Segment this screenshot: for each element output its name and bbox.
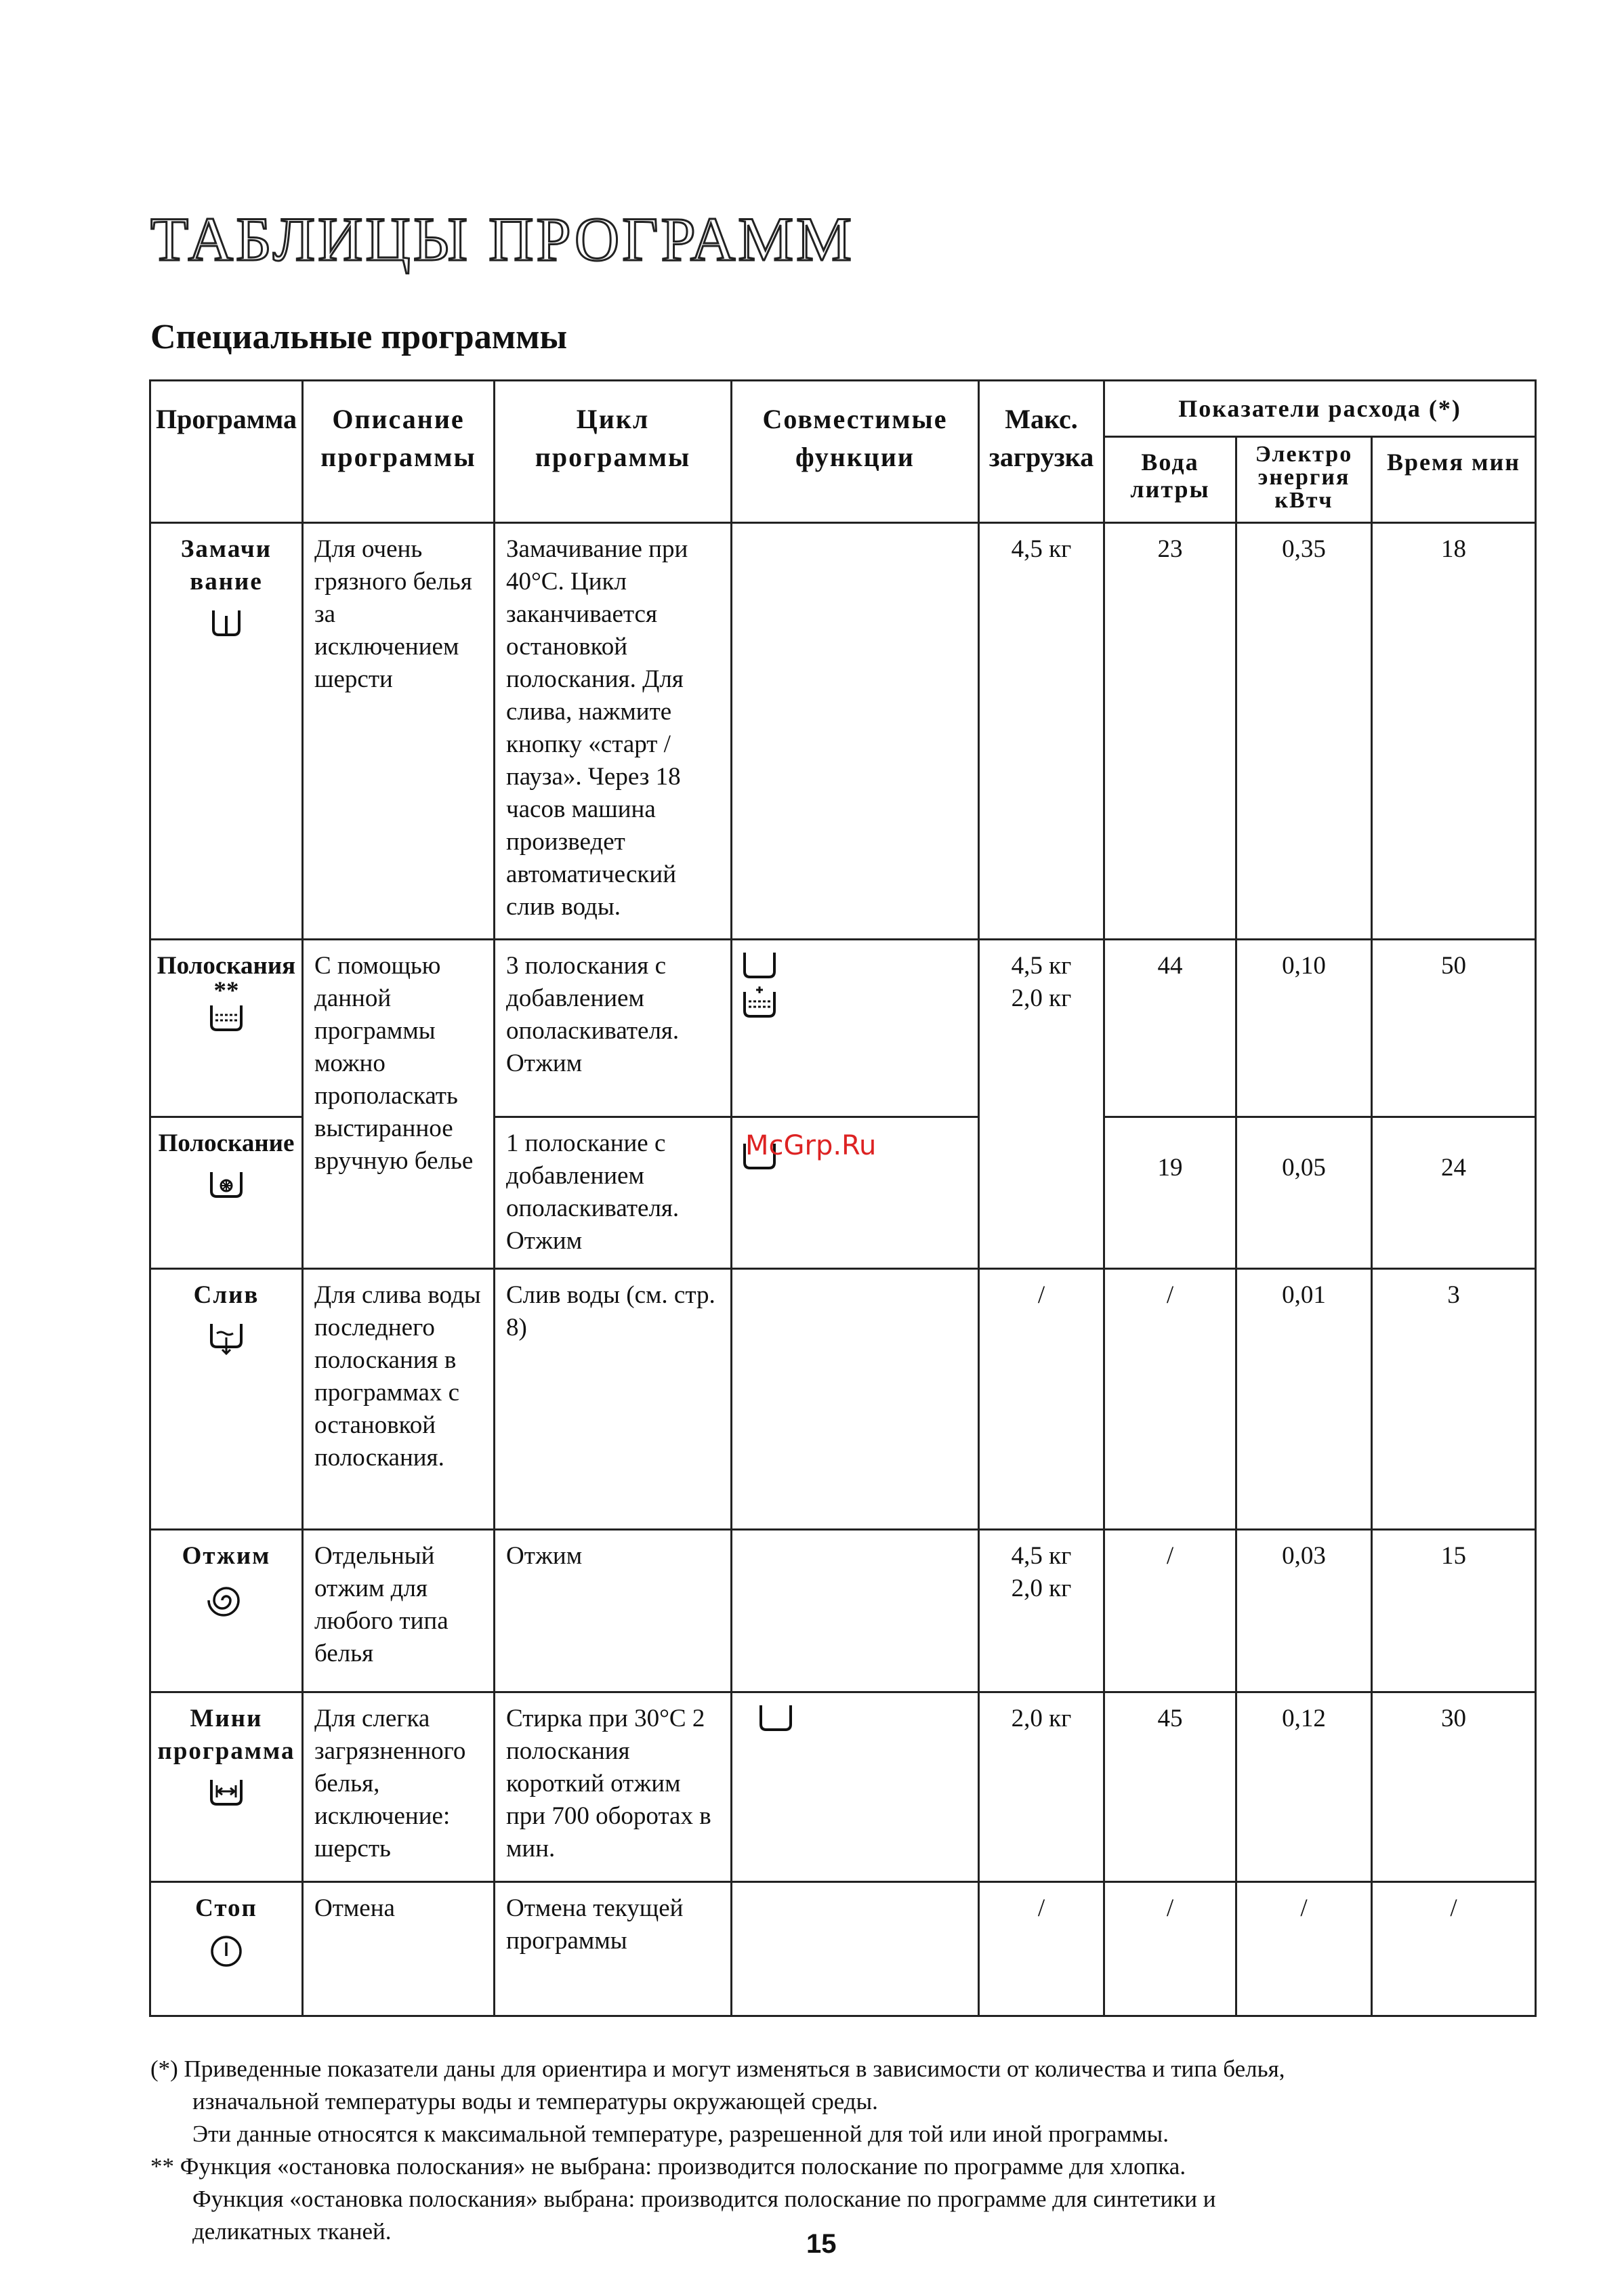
- footnote-line: (*) Приведенные показатели даны для ориентира и могут изменяться в зависимости от количества и типа белья,: [150, 2056, 1285, 2082]
- max-load-value-2: 2,0 кг: [1011, 1575, 1072, 1602]
- header-program: Программа: [150, 381, 303, 523]
- header-functions: Совместимые функции: [732, 381, 979, 523]
- table-row-stop: [150, 1882, 1536, 2016]
- time-value: 30: [1372, 1692, 1536, 1882]
- time-value: 15: [1372, 1530, 1536, 1692]
- max-load-value: 2,0 кг: [979, 1692, 1104, 1882]
- single-rinse-icon: [207, 1169, 245, 1199]
- page-title: ТАБЛИЦЫ ПРОГРАММ: [150, 205, 854, 274]
- energy-value: 0,10: [1236, 940, 1372, 1117]
- header-time: Время мин: [1372, 437, 1536, 523]
- header-energy: Электро энергия кВтч: [1236, 437, 1372, 523]
- footnote-line: ** Функция «остановка полоскания» не выбрана: производится полоскание по программе для хлопка.: [150, 2153, 1186, 2180]
- program-cycle: Замачивание при 40°C. Цикл заканчивается остановкой полоскания. Для слива, нажмите кнопку «старт / пауза». Через 18 часов машина произведет автоматический слив воды.: [495, 523, 732, 940]
- water-value: /: [1104, 1530, 1236, 1692]
- max-load-value: 4,5 кг: [1011, 1542, 1072, 1570]
- program-functions: [732, 1882, 979, 2016]
- time-value: 50: [1372, 940, 1536, 1117]
- water-value: 23: [1104, 523, 1236, 940]
- water-value: /: [1104, 1269, 1236, 1530]
- tub-plus-icon: [741, 985, 778, 1019]
- page-number: 15: [806, 2229, 837, 2259]
- program-name-drain: Слив: [193, 1281, 259, 1309]
- drain-icon: [207, 1321, 245, 1355]
- energy-value: 0,05: [1236, 1117, 1372, 1269]
- rinse-tub-icon: [207, 1003, 245, 1033]
- table-row-soak: [150, 523, 1536, 940]
- water-value: 45: [1104, 1692, 1236, 1882]
- table-row-drain: [150, 1269, 1536, 1530]
- header-cycle: Цикл программы: [495, 381, 732, 523]
- program-functions: [732, 940, 979, 1117]
- water-value: /: [1104, 1882, 1236, 2016]
- max-load-cell: [979, 1530, 1104, 1692]
- header-description: Описание программы: [303, 381, 495, 523]
- time-value: 3: [1372, 1269, 1536, 1530]
- water-value: 44: [1104, 940, 1236, 1117]
- program-description: Отдельный отжим для любого типа белья: [303, 1530, 495, 1692]
- program-name-soak: Замачи вание: [180, 535, 272, 596]
- program-description: Отмена: [303, 1882, 495, 2016]
- table-header-row: [150, 381, 1536, 437]
- header-water: Вода литры: [1104, 437, 1236, 523]
- table-row-rinses: [150, 940, 1536, 1117]
- footnote-line: изначальной температуры воды и температуры окружающей среды.: [192, 2088, 878, 2115]
- energy-value: 0,01: [1236, 1269, 1372, 1530]
- max-load-value: /: [979, 1882, 1104, 2016]
- program-cycle: 3 полоскания с добавлением ополаскивателя. Отжим: [495, 940, 732, 1117]
- rinses-footnote-mark: **: [213, 977, 239, 1005]
- program-functions: [732, 1692, 979, 1882]
- program-name-single-rinse: Полоскание: [158, 1129, 295, 1157]
- program-description: Для очень грязного белья за исключением шерсти: [303, 523, 495, 940]
- program-name-mini: Мини программа: [157, 1705, 295, 1765]
- energy-value: 0,12: [1236, 1692, 1372, 1882]
- max-load-value: 4,5 кг: [1011, 952, 1072, 980]
- program-name-stop: Стоп: [195, 1894, 257, 1922]
- tub-icon: [741, 950, 778, 980]
- energy-value: 0,35: [1236, 523, 1372, 940]
- watermark: McGrp.Ru: [745, 1130, 877, 1161]
- spin-icon: [208, 1582, 245, 1619]
- max-load-cell: [979, 940, 1104, 1269]
- program-description: С помощью данной программы можно прополаскать выстиранное вручную белье: [303, 940, 495, 1269]
- program-name-spin: Отжим: [182, 1542, 271, 1570]
- footnote-line: Эти данные относятся к максимальной температуре, разрешенной для той или иной программы.: [192, 2121, 1169, 2147]
- table-row-mini: [150, 1692, 1536, 1882]
- water-value: 19: [1104, 1117, 1236, 1269]
- program-cycle: Отжим: [495, 1530, 732, 1692]
- program-functions: [732, 523, 979, 940]
- program-cycle: Отмена текущей программы: [495, 1882, 732, 2016]
- header-max-load: Макс. загрузка: [979, 381, 1104, 523]
- program-name-rinses: Полоскания: [157, 952, 296, 980]
- max-load-value: /: [979, 1269, 1104, 1530]
- time-value: /: [1372, 1882, 1536, 2016]
- energy-value: 0,03: [1236, 1530, 1372, 1692]
- footnote-line: деликатных тканей.: [192, 2218, 392, 2245]
- tub-icon: [757, 1703, 795, 1732]
- program-cycle: Стирка при 30°C 2 полоскания короткий отжим при 700 оборотах в мин.: [495, 1692, 732, 1882]
- power-icon: [209, 1934, 243, 1968]
- time-value: 24: [1372, 1117, 1536, 1269]
- soak-tub-icon: [211, 608, 242, 638]
- table-row-spin: [150, 1530, 1536, 1692]
- max-load-value-2: 2,0 кг: [1011, 984, 1072, 1012]
- program-description: Для слива воды последнего полоскания в программах с остановкой полоскания.: [303, 1269, 495, 1530]
- max-load-value: 4,5 кг: [979, 523, 1104, 940]
- program-functions: [732, 1530, 979, 1692]
- program-cycle: Слив воды (см. стр. 8): [495, 1269, 732, 1530]
- programs-table: [149, 379, 1537, 2017]
- footnote-line: Функция «остановка полоскания» выбрана: производится полоскание по программе для синтетики и: [192, 2186, 1216, 2212]
- footnotes: [150, 2053, 1539, 2248]
- program-description: Для слегка загрязненного белья, исключение: шерсть: [303, 1692, 495, 1882]
- time-value: 18: [1372, 523, 1536, 940]
- header-consumption: Показатели расхода (*): [1104, 381, 1536, 437]
- section-title: Специальные программы: [150, 318, 568, 356]
- energy-value: /: [1236, 1882, 1372, 2016]
- program-functions: [732, 1269, 979, 1530]
- mini-program-icon: [207, 1777, 245, 1807]
- program-cycle: 1 полоскание с добавлением ополаскивателя. Отжим: [495, 1117, 732, 1269]
